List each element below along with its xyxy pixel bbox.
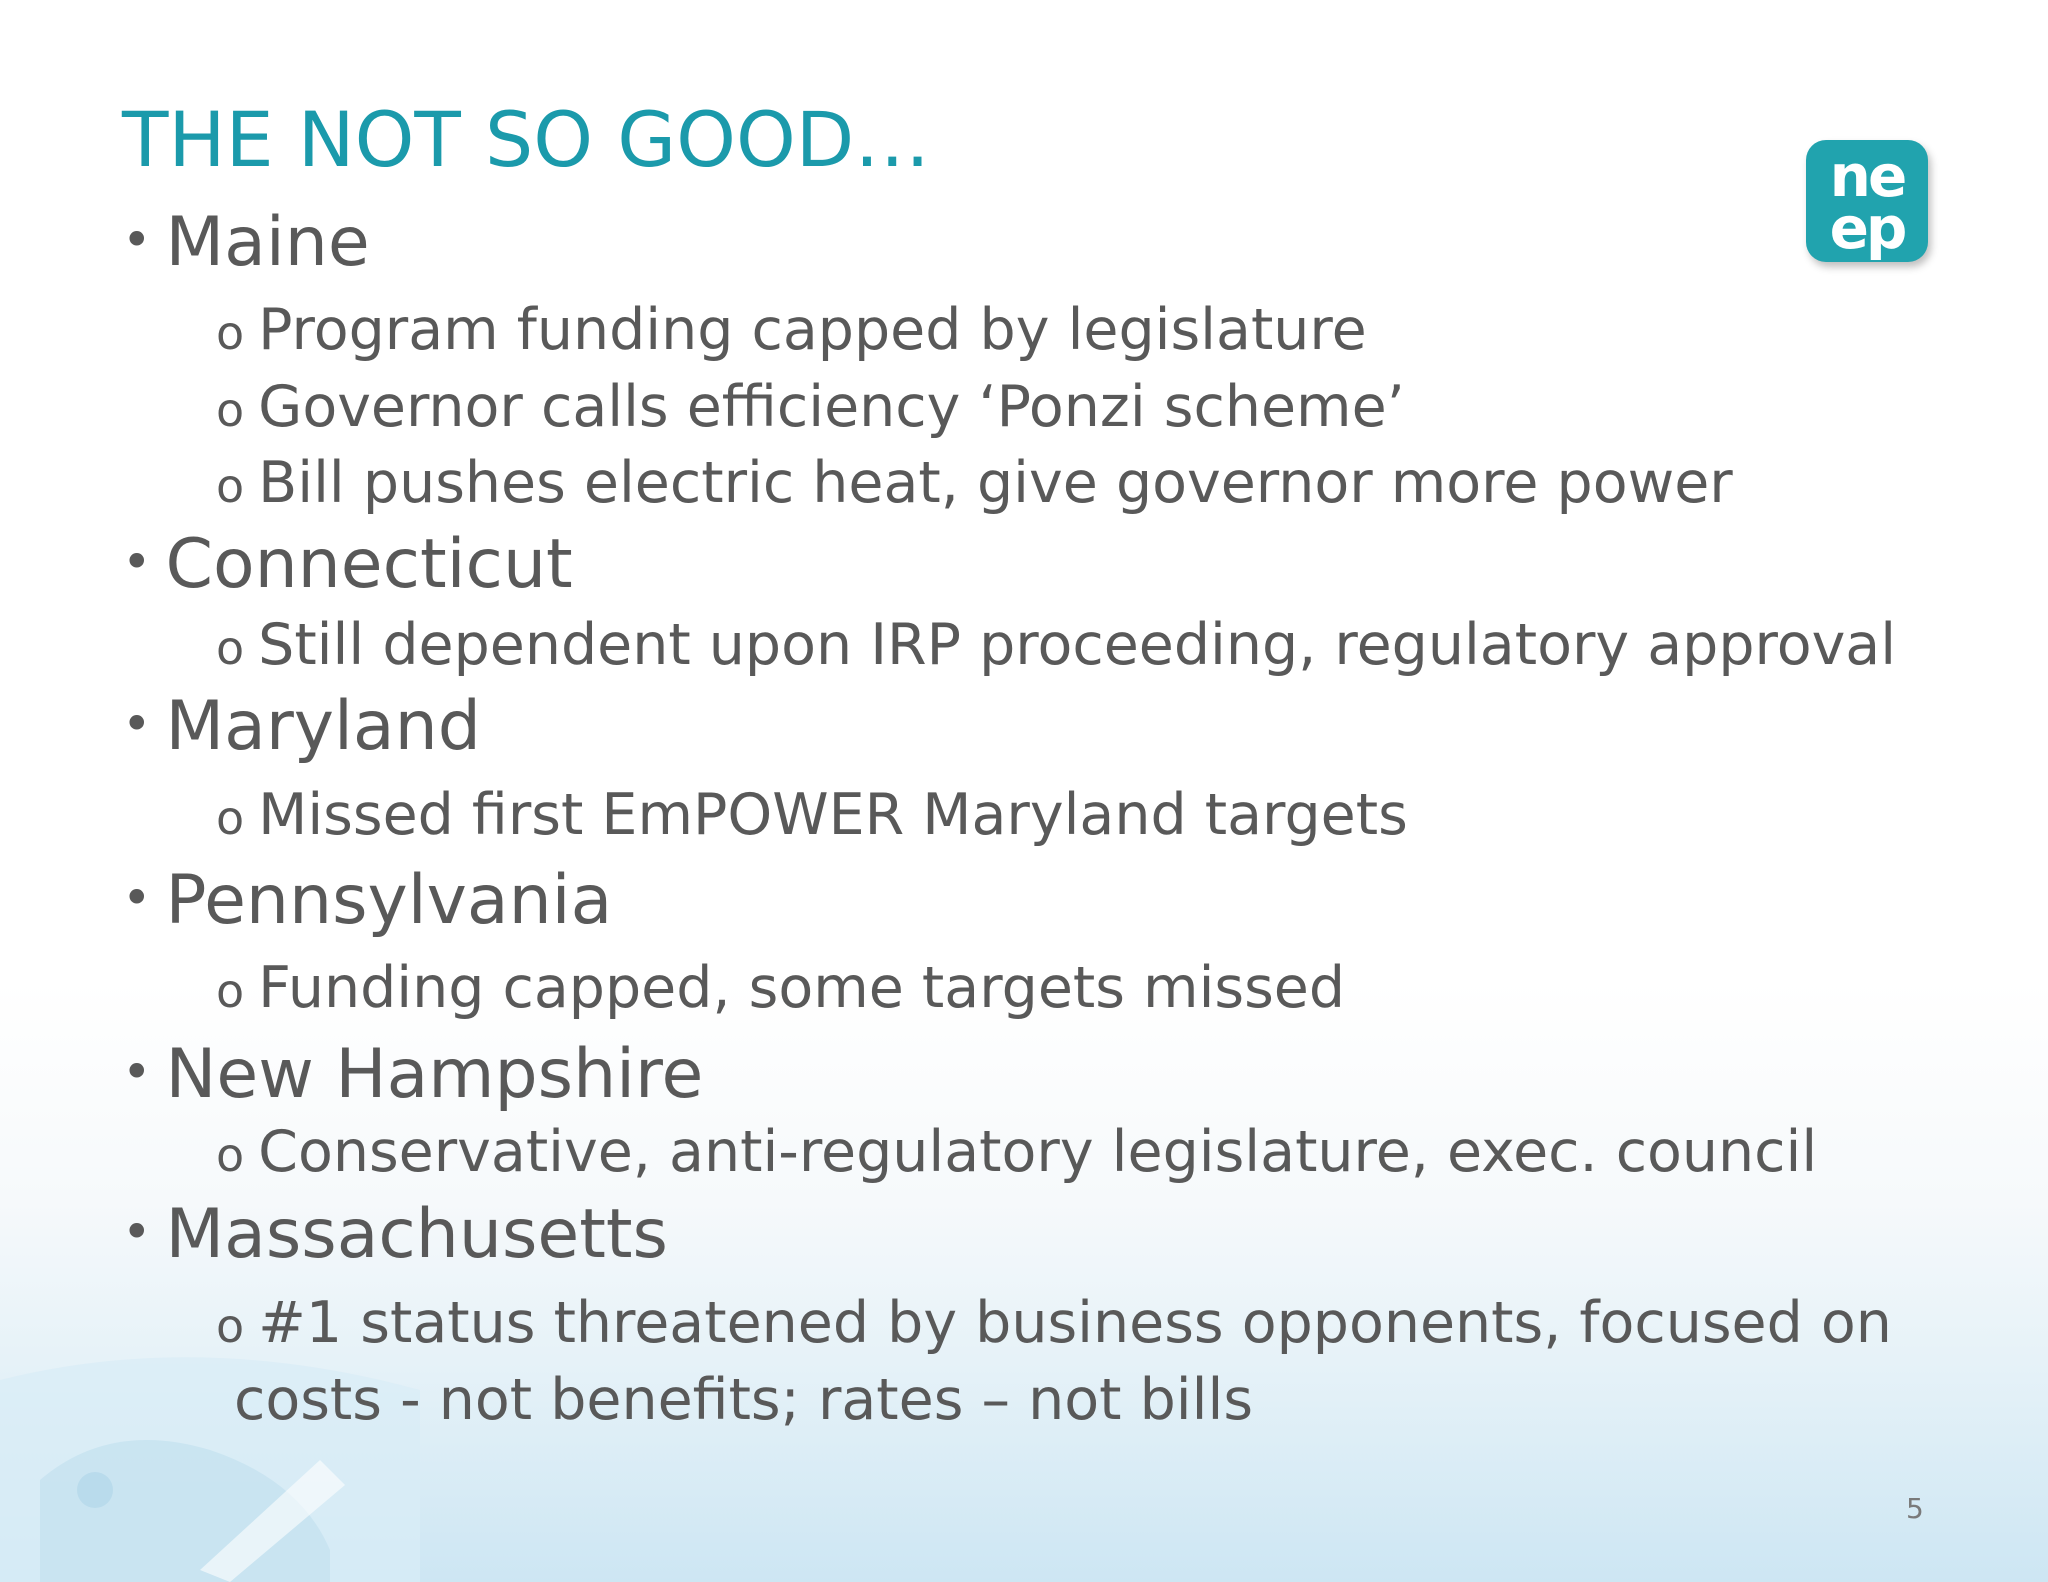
section-heading-text: Pennsylvania [165,861,613,940]
bullet-icon: • [122,869,152,927]
section-heading-maine [122,200,370,283]
list-item-text: Still dependent upon IRP proceeding, regulatory approval [258,612,1897,678]
list-item-text: Program funding capped by legislature [258,297,1367,363]
list-item [216,780,1408,853]
bullet-icon: • [122,1203,152,1261]
bullet-icon: • [122,533,152,591]
list-item [216,448,1733,521]
page-number: 5 [1906,1492,1924,1525]
list-item [216,1117,1817,1190]
slide-title: THE NOT SO GOOD… [122,95,931,184]
bullet-icon: • [122,695,152,753]
sub-bullet-icon: o [216,791,245,845]
list-item-text: Governor calls efficiency ‘Ponzi scheme’ [258,374,1405,440]
sub-bullet-icon: o [216,1299,245,1353]
section-heading-connecticut [122,522,573,605]
list-item-text: Bill pushes electric heat, give governor more power [258,450,1733,516]
sub-bullet-icon: o [216,621,245,675]
sub-bullet-icon: o [216,964,245,1018]
svg-text:ne: ne [1829,142,1905,210]
list-item-text: costs - not benefits; rates – not bills [234,1367,1254,1433]
section-heading-text: Maine [165,203,370,282]
list-item [216,372,1405,445]
neep-logo-graphic [1806,140,1928,262]
list-item [216,953,1345,1026]
sub-bullet-icon: o [216,459,245,513]
section-heading-text: Connecticut [165,525,573,604]
list-item [216,295,1367,368]
section-heading-text: Maryland [165,687,481,766]
section-heading-new-hampshire [122,1032,703,1115]
list-item-text: #1 status threatened by business opponents, focused on [258,1290,1892,1356]
section-heading-maryland [122,684,481,767]
sub-bullet-icon: o [216,1128,245,1182]
sub-bullet-icon: o [216,306,245,360]
section-heading-massachusetts [122,1192,668,1275]
list-item [216,1288,1892,1361]
list-item-text: Conservative, anti-regulatory legislature, exec. council [258,1119,1818,1185]
bullet-icon: • [122,211,152,269]
sub-bullet-icon: o [216,383,245,437]
list-item-text: Funding capped, some targets missed [258,955,1346,1021]
svg-text:ep: ep [1829,194,1905,262]
list-item-text: Missed first EmPOWER Maryland targets [258,782,1408,848]
list-item-continuation [234,1365,1253,1435]
neep-logo-icon [1806,140,1928,262]
section-heading-text: Massachusetts [165,1195,668,1274]
bullet-icon: • [122,1043,152,1101]
section-heading-text: New Hampshire [165,1035,704,1114]
list-item [216,610,1896,683]
section-heading-pennsylvania [122,858,612,941]
